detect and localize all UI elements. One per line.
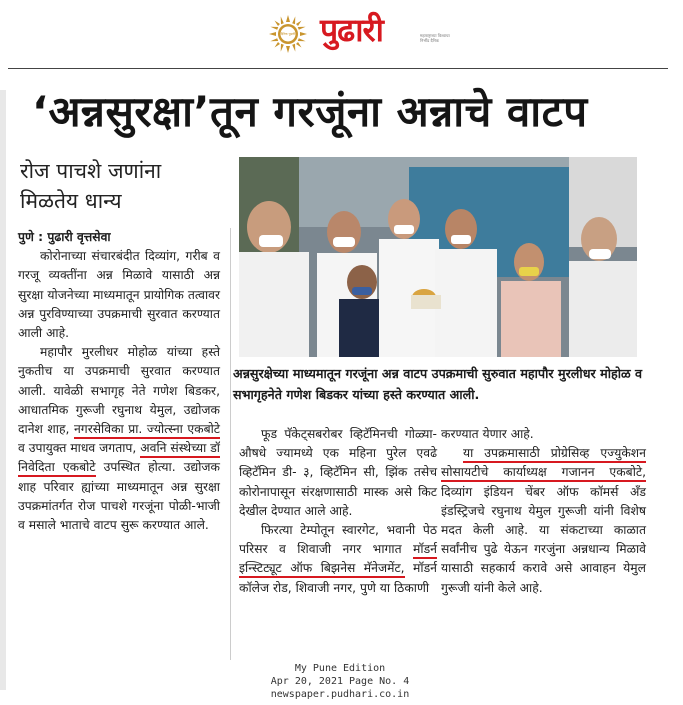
- sun-emblem-icon: [268, 14, 308, 54]
- masthead-rule: [8, 68, 668, 69]
- text-run: दिव्यांग इंडियन चेंबर ऑफ कॉमर्स अँड इंडस्ट्रिजचे रघुनाथ येमुल गुरूजी यांनी विशेष मदत केली आहे. या संकटाच्या काळात सर्वांनीच पुढे येऊन गरजुंना अन्नधान्य मिळावे यासाठी सहकार्य करावे असे आवाहन येमुल गुरूजी यांनी केले आहे.: [441, 484, 646, 595]
- column-divider: [230, 228, 231, 660]
- edition-footer: [240, 662, 440, 701]
- masthead: [0, 0, 683, 64]
- text-run: फिरत्या टेम्पोतून स्वारगेट, भवानी पेठ परिसर व शिवाजी नगर भागात: [239, 523, 437, 557]
- page-edge-shadow: [0, 90, 6, 690]
- paragraph: कोरोनाच्या संचारबंदीत दिव्यांग, गरीब व गरजू व्यक्तींना अन्न मिळावे यासाठी अन्न सुरक्षा योजनेच्या माध्यमातून प्रायोगिक तत्वावर अन्न पुरविण्याच्या उपक्रमाची सुरवात करण्यात आली आहे.: [18, 249, 220, 341]
- news-photo: [239, 157, 637, 357]
- paragraph: करण्यात येणार आहे.: [441, 427, 534, 441]
- emblem-text: दैनिक पुढारी: [280, 32, 296, 36]
- newspaper-logo: पुढारी: [320, 11, 383, 49]
- article-subhead: [20, 156, 225, 216]
- edition-name: My Pune Edition: [294, 663, 386, 674]
- edition-date-page: Apr 20, 2021 Page No. 4: [270, 676, 410, 687]
- paragraph: फूड पॅकेट्सबरोबर व्हिटॅमिनची गोळ्या-औषधे ज्यामध्ये एक महिना पुरेल एवढे व्हिटॅमिन डी- ३, व्हिटॅमिन सी, झिंक तसेच कोरोनापासून संरक्षणासाठी मास्क असे किट देखील देण्यात आले आहे.: [239, 427, 437, 518]
- subhead-line-1: रोज पाचशे जणांना: [20, 159, 162, 183]
- underlined-text: या उपक्रमासाठी प्रोग्रेसिव्ह एज्युकेशन सोसायटीचे कार्याध्यक्ष गजानन एकबोटे,: [441, 446, 646, 482]
- text-run: मॉडर्न कॉलेज रोड, शिवाजी नगर, पुणे या ठिकाणी: [239, 561, 437, 595]
- article-column-1: [18, 228, 220, 535]
- article-headline: ‘अन्नसुरक्षा’तून गरजूंना अन्नाचे वाटप: [32, 87, 588, 136]
- dateline: पुणे : पुढारी वृत्तसेवा: [18, 230, 111, 244]
- text-run: व उपायुक्त माधव जगताप,: [18, 441, 137, 456]
- paragraph: [239, 521, 437, 598]
- photo-illustration: [239, 157, 637, 357]
- photo-caption: अन्नसुरक्षेच्या माध्यमातून गरजूंना अन्न वाटप उपक्रमाची सुरुवात महापौर मुरलीधर मोहोळ व सभागृहनेते गणेश बिडकर यांच्या हस्ते करण्यात आली.: [233, 366, 643, 402]
- text-run: महापौर मुरलीधर मोहोळ यांच्या हस्ते नुकतीच या उपक्रमाची सुरवात करण्यात आली. यावेळी सभागृह नेते गणेश बिडकर, आधातमिक गुरूजी रघुनाथ येमुल, उद्योजक दानेश शाह,: [18, 345, 220, 437]
- logo-tagline: महाराष्ट्राच्या विश्वाचा निर्भीड दैनिक: [420, 33, 450, 43]
- article-column-2: [239, 425, 437, 598]
- paragraph: [441, 444, 646, 598]
- edition-site: newspaper.pudhari.co.in: [270, 689, 410, 700]
- subhead-line-2: मिळतेय धान्य: [20, 189, 122, 213]
- paragraph: [18, 343, 220, 535]
- underlined-text: मॉडर्न इन्स्टिट्यूट ऑफ बिझनेस मॅनेजमेंट,: [239, 542, 437, 578]
- underlined-text: नगरसेविका प्रा. ज्योत्स्ना एकबोटे: [74, 422, 220, 439]
- text-run: उपस्थित होत्या. उद्योजक शाह परिवार ह्यांच्या माध्यमातून अन्न सुरक्षा उपक्रमांतर्गत रोज पाचशे गरजूंना पोळी-भाजी व मसाले भाताचे वाटप सुरू करण्यात आले.: [18, 460, 220, 533]
- underlined-text: अवनि संस्थेच्या डॉ निवेदिता एकबोटे: [18, 441, 220, 477]
- article-column-3: [441, 425, 646, 598]
